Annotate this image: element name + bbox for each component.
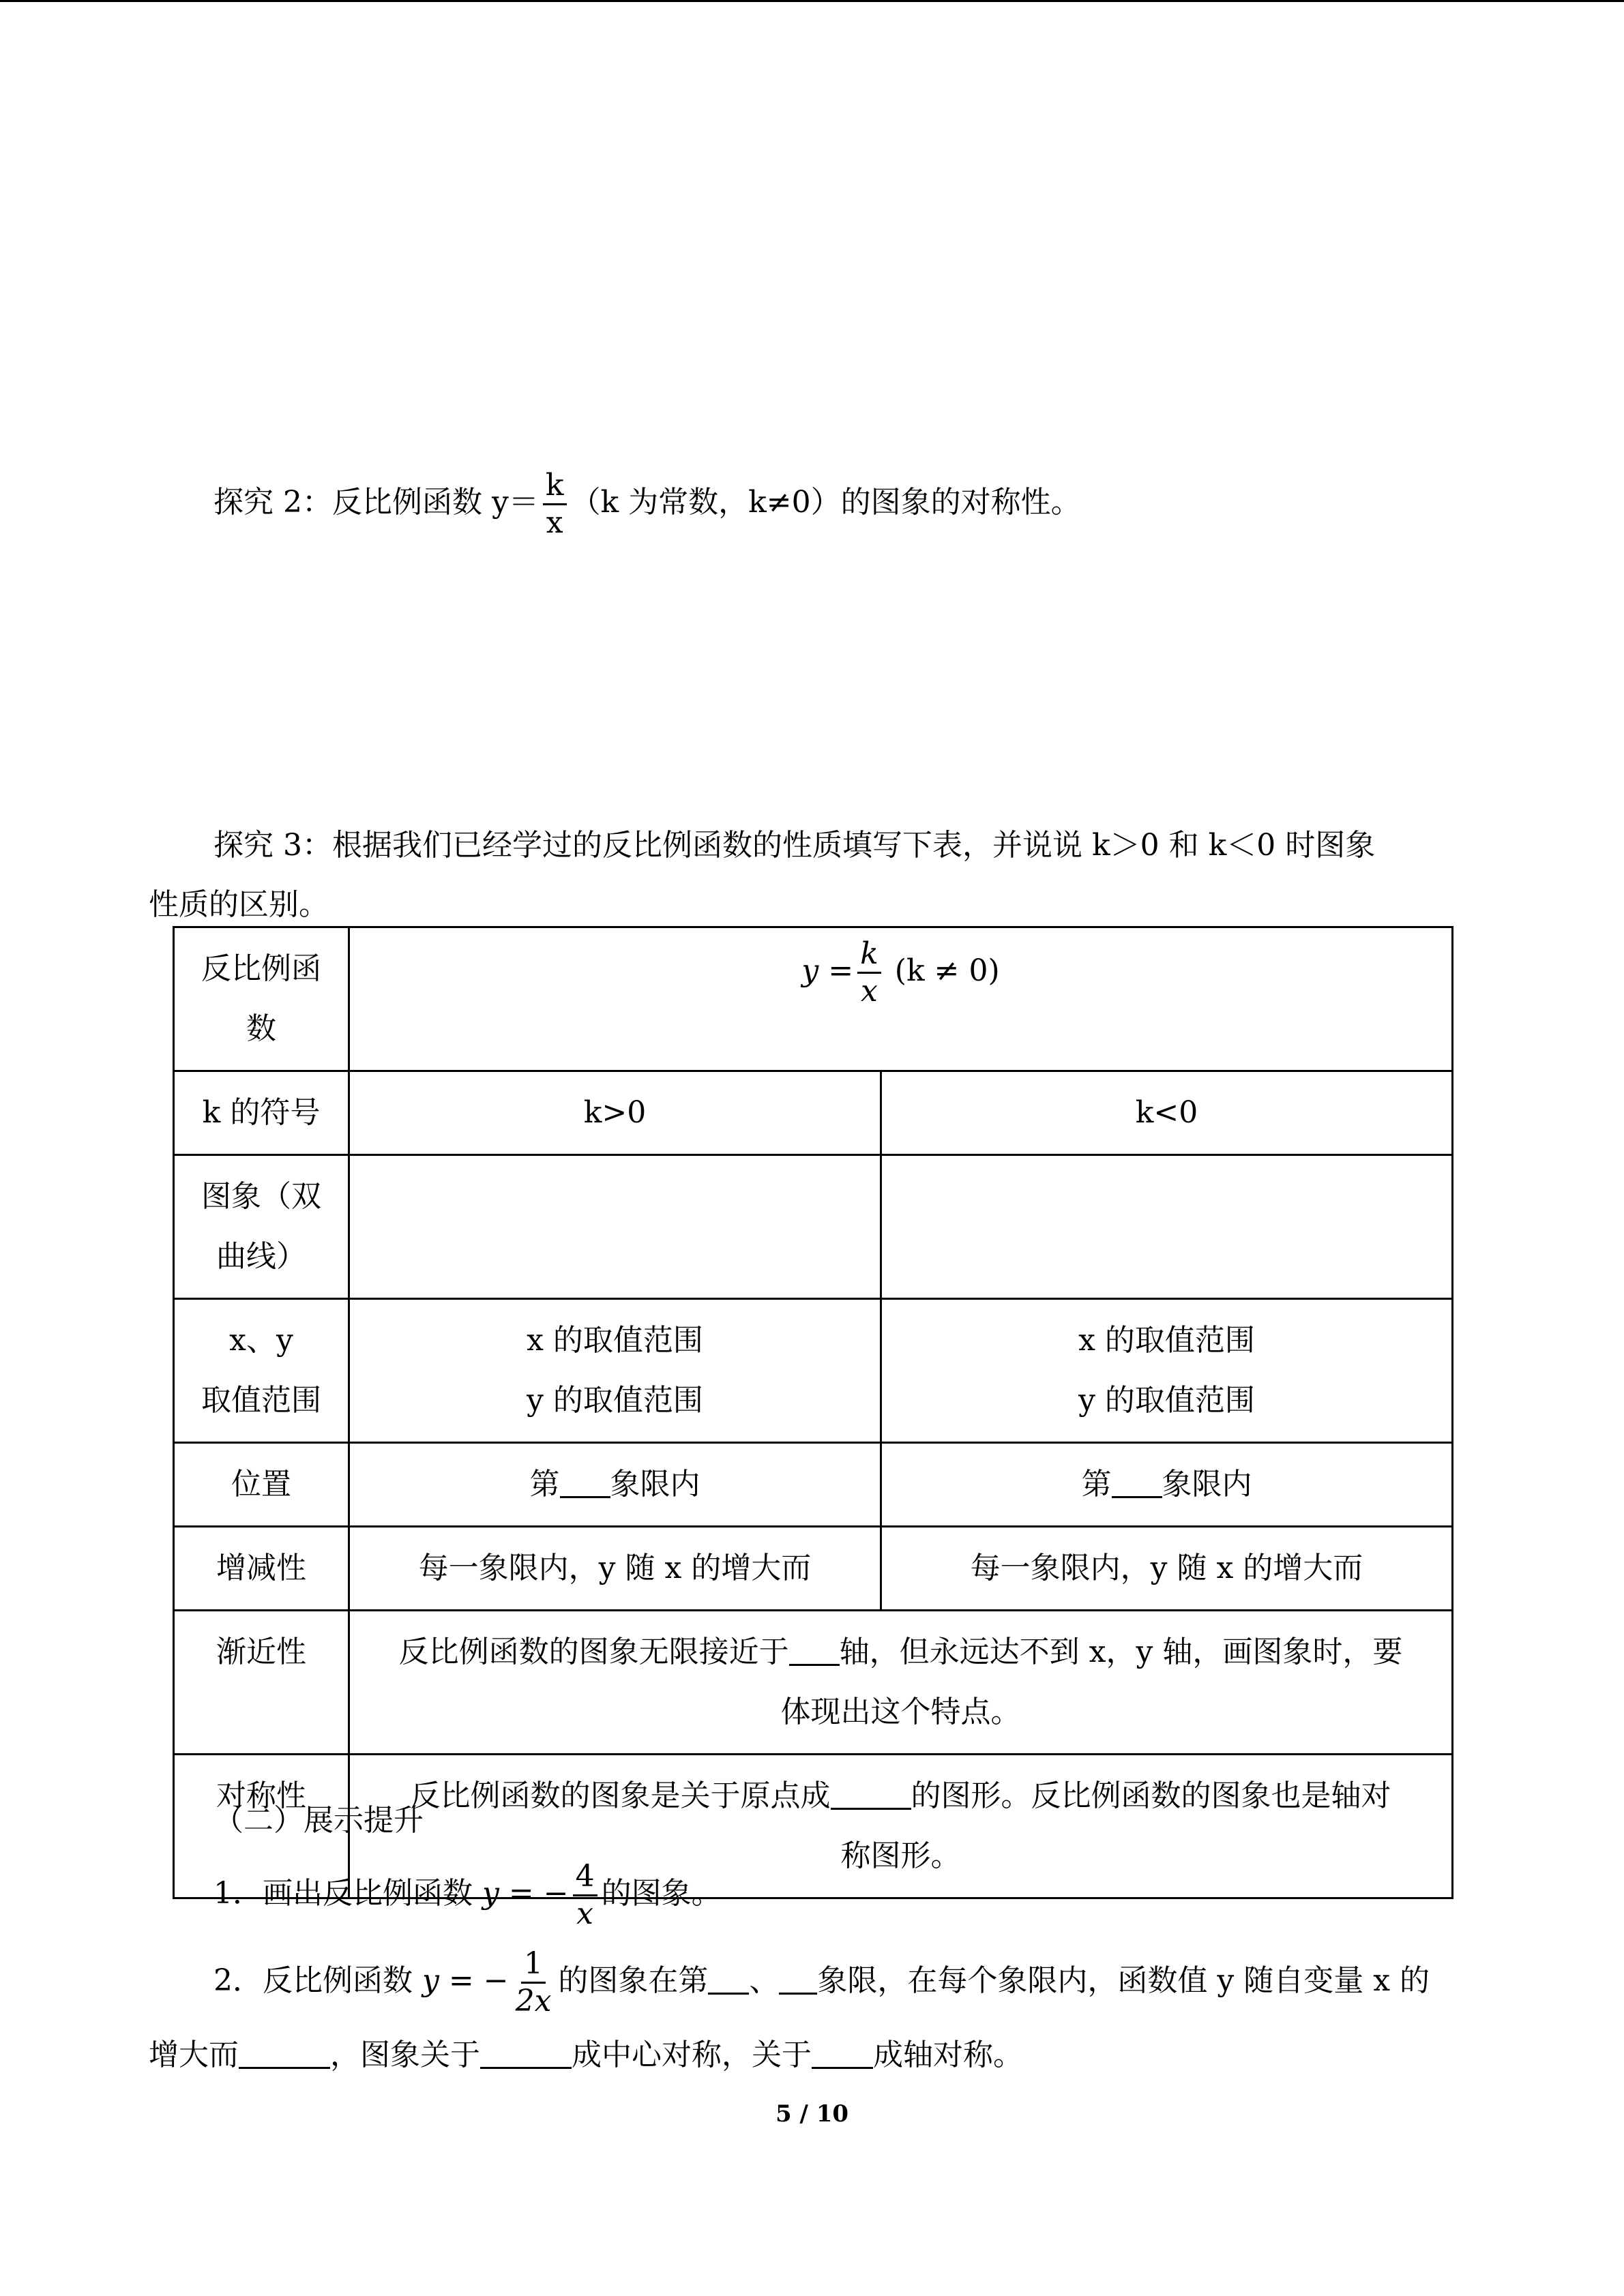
graph-cell-negative[interactable] — [881, 1155, 1453, 1299]
properties-table — [173, 926, 1453, 1899]
cell-text: 体现出这个特点。 — [780, 1695, 1021, 1729]
row-label-k-sign — [174, 1071, 349, 1155]
k-positive-header — [349, 1071, 881, 1155]
range-cell-positive[interactable] — [349, 1299, 881, 1443]
row-label-asymptote — [174, 1611, 349, 1755]
position-cell-negative — [881, 1443, 1453, 1527]
cell-text: k<0 — [1135, 1095, 1198, 1130]
formula-condition: (k ≠ 0) — [894, 953, 1000, 988]
table-row — [174, 1443, 1453, 1527]
fraction-numerator: k — [857, 939, 881, 974]
q2-text: 增大而 — [149, 2038, 239, 2072]
asymptote-cell — [349, 1611, 1453, 1755]
cell-text: 反比例函数 — [201, 951, 321, 1046]
top-border-line — [0, 0, 1624, 2]
row-label-position — [174, 1443, 349, 1527]
cell-text: 称图形。 — [840, 1838, 961, 1873]
k-over-x-fraction — [543, 468, 567, 540]
row-label-monotonicity — [174, 1527, 349, 1611]
cell-text: x 的取值范围 — [1078, 1323, 1255, 1358]
table-row — [174, 1071, 1453, 1155]
fill-blank[interactable] — [560, 1469, 610, 1498]
cell-text: 取值范围 — [201, 1383, 321, 1418]
section2-heading: （二）展示提升 — [213, 1803, 424, 1838]
cell-text: 象限内 — [610, 1467, 700, 1502]
range-cell-negative[interactable] — [881, 1299, 1453, 1443]
monotonicity-cell-negative[interactable] — [881, 1527, 1453, 1611]
q2-text: 成轴对称。 — [873, 2038, 1023, 2072]
position-cell-positive — [349, 1443, 881, 1527]
row-label-function — [174, 927, 349, 1071]
question-2-line2 — [149, 2035, 1023, 2076]
cell-text: x 的取值范围 — [527, 1323, 703, 1358]
explore2-suffix: （k 为常数，k≠0）的图象的对称性。 — [570, 485, 1081, 520]
graph-cell-positive[interactable] — [349, 1155, 881, 1299]
table-row — [174, 1527, 1453, 1611]
q2-prefix: 2．反比例函数 — [213, 1963, 413, 1998]
formula-cell — [349, 927, 1453, 1071]
cell-text: 第 — [529, 1467, 560, 1502]
q1-suffix: 的图象。 — [601, 1876, 722, 1911]
fill-blank[interactable] — [708, 1965, 749, 1995]
fill-blank[interactable] — [831, 1780, 911, 1810]
page-number: 5 / 10 — [775, 2100, 849, 2128]
fraction-denominator: x — [546, 505, 563, 540]
cell-text: 每一象限内，y 随 x 的增大而 — [970, 1551, 1363, 1585]
fraction-denominator: x — [576, 1896, 593, 1931]
cell-text: 第 — [1081, 1467, 1112, 1502]
q2-text: 的图象在第 — [558, 1963, 709, 1998]
formula-fraction — [857, 936, 881, 1009]
cell-text: y 的取值范围 — [527, 1383, 703, 1418]
table-row — [174, 927, 1453, 1071]
fill-blank[interactable] — [789, 1637, 840, 1666]
formula-lhs: y = — [801, 953, 854, 988]
q2-text: ，图象关于 — [330, 2038, 480, 2072]
q1-fraction — [573, 1859, 597, 1931]
table-row — [174, 1299, 1453, 1443]
cell-text: 的图形。反比例函数的图象也是轴对 — [911, 1778, 1391, 1813]
fraction-denominator: x — [861, 974, 878, 1009]
fill-blank[interactable] — [1112, 1469, 1162, 1498]
q1-formula-lhs: y = − — [482, 1876, 569, 1911]
q2-text: 成中心对称，关于 — [572, 2038, 812, 2072]
fill-blank[interactable] — [239, 2040, 330, 2069]
cell-text: 增减性 — [216, 1551, 306, 1585]
fraction-numerator: 4 — [573, 1862, 597, 1896]
cell-text: 对称性 — [216, 1778, 306, 1813]
q1-prefix: 1．画出反比例函数 — [213, 1876, 473, 1911]
cell-text: 位置 — [231, 1467, 291, 1502]
q2-formula-lhs: y = − — [422, 1963, 509, 1998]
explore2-prefix: 探究 2：反比例函数 y＝ — [213, 485, 539, 520]
table-row — [174, 1155, 1453, 1299]
cell-text: k>0 — [583, 1095, 647, 1130]
fraction-denominator: 2x — [515, 1984, 552, 2018]
cell-text: 每一象限内，y 随 x 的增大而 — [418, 1551, 812, 1585]
q2-text: 象限，在每个象限内，函数值 y 随自变量 x 的 — [817, 1963, 1430, 1998]
cell-text: 反比例函数的图象是关于原点成 — [410, 1778, 831, 1813]
q2-fraction — [513, 1946, 555, 2018]
row-label-graph — [174, 1155, 349, 1299]
monotonicity-cell-positive[interactable] — [349, 1527, 881, 1611]
fraction-numerator: k — [543, 471, 567, 505]
cell-text: 渐近性 — [216, 1635, 306, 1669]
row-label-range — [174, 1299, 349, 1443]
table-row — [174, 1611, 1453, 1755]
cell-text: 轴，但永远达不到 x，y 轴，画图象时，要 — [839, 1635, 1403, 1669]
cell-text: 象限内 — [1162, 1467, 1252, 1502]
question-1 — [213, 1859, 722, 1931]
cell-text: 反比例函数的图象无限接近于 — [398, 1635, 789, 1669]
fill-blank[interactable] — [812, 2040, 873, 2069]
explore3-line1: 探究 3：根据我们已经学过的反比例函数的性质填写下表，并说说 k＞0 和 k＜0 时图象 — [213, 828, 1376, 863]
fraction-numerator: 1 — [521, 1949, 546, 1984]
cell-text: 图象（双曲线） — [201, 1179, 321, 1274]
fill-blank[interactable] — [779, 1965, 817, 1995]
fill-blank[interactable] — [480, 2040, 572, 2069]
cell-text: x、y — [229, 1323, 293, 1358]
explore3-line2: 性质的区别。 — [149, 887, 329, 922]
cell-text: k 的符号 — [202, 1095, 321, 1130]
question-2-line1 — [213, 1946, 1430, 2018]
q2-text: 、 — [749, 1963, 780, 1998]
explore2-paragraph — [213, 468, 1081, 540]
k-negative-header — [881, 1071, 1453, 1155]
cell-text: y 的取值范围 — [1078, 1383, 1255, 1418]
